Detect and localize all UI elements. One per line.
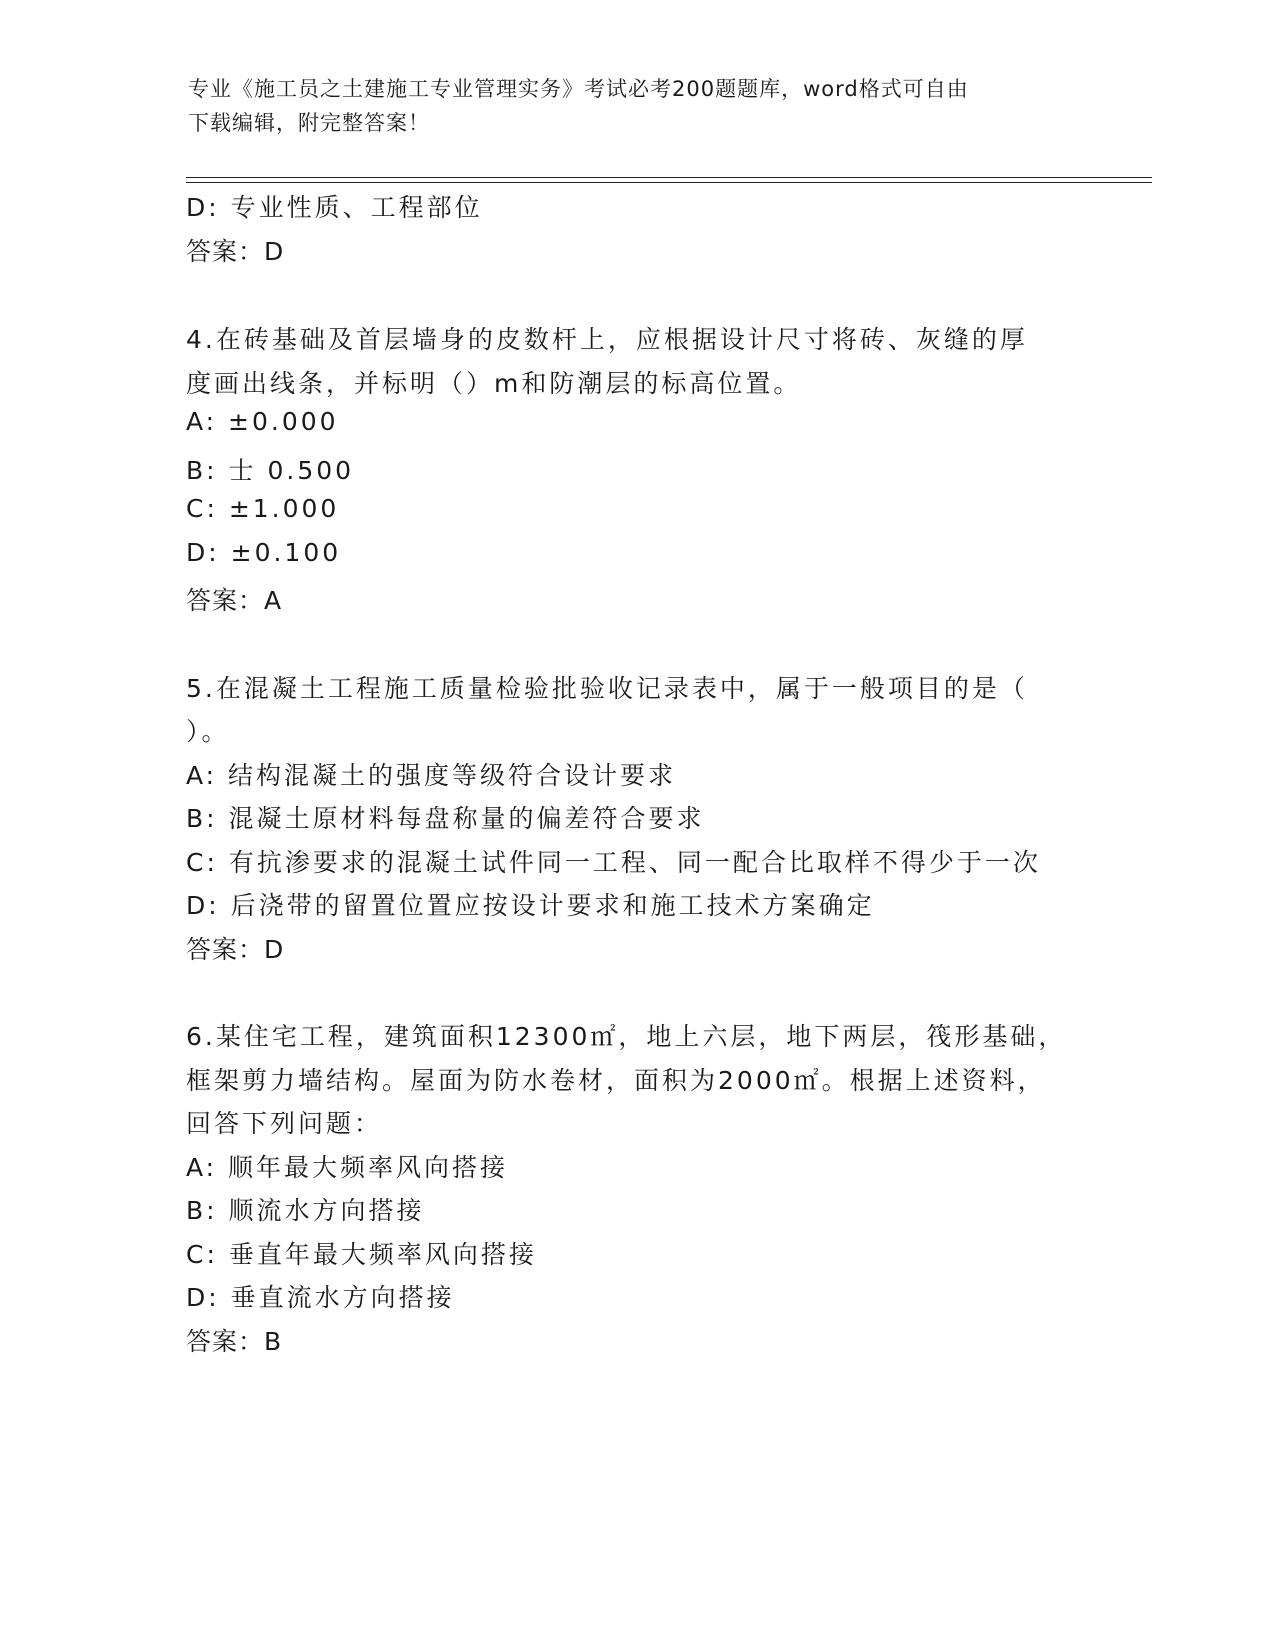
q4-stem-line-2: 度画出线条，并标明（）m和防潮层的标高位置。 [186,369,802,398]
q6-option-a: A: 顺年最大频率风向搭接 [186,1153,509,1182]
prev-option-d: D: 专业性质、工程部位 [186,193,483,222]
q6-option-d: D: 垂直流水方向搭接 [186,1283,455,1312]
header-line-2: 下载编辑，附完整答案！ [188,111,430,135]
q5-option-c: C: 有抗渗要求的混凝土试件同一工程、同一配合比取样不得少于一次 [186,848,1041,877]
q6-stem-line-1: 6.某住宅工程，建筑面积12300㎡，地上六层，地下两层，筏形基础， [186,1022,1067,1051]
q5-option-a: A: 结构混凝土的强度等级符合设计要求 [186,761,677,790]
q5-stem-line-1: 5.在混凝土工程施工质量检验批验收记录表中，属于一般项目的是（ [186,674,1028,703]
q6-stem-line-3: 回答下列问题： [186,1109,383,1138]
q4-option-b: B: 士 0.500 [186,456,355,485]
q6-answer: 答案：B [186,1327,283,1356]
q4-stem-line-1: 4.在砖基础及首层墙身的皮数杆上，应根据设计尺寸将砖、灰缝的厚 [186,325,1028,354]
document-header [188,72,1088,140]
q6-option-c: C: 垂直年最大频率风向搭接 [186,1240,537,1269]
q6-stem-line-2: 框架剪力墙结构。屋面为防水卷材，面积为2000㎡。根据上述资料， [186,1066,1046,1095]
prev-answer: 答案：D [186,237,285,266]
q5-option-b: B: 混凝土原材料每盘称量的偏差符合要求 [186,804,705,833]
q5-stem-line-2: ）。 [186,717,230,746]
q6-option-b: B: 顺流水方向搭接 [186,1196,425,1225]
header-line-1: 专业《施工员之土建施工专业管理实务》考试必考200题题库，word格式可自由 [188,77,969,101]
q4-option-d: D: ±0.100 [186,538,342,567]
q5-option-d: D: 后浇带的留置位置应按设计要求和施工技术方案确定 [186,891,875,920]
header-divider-top [186,177,1152,178]
q4-option-c: C: ±1.000 [186,494,340,523]
q4-option-a: A: ±0.000 [186,407,339,436]
header-divider-bottom [186,182,1152,183]
q5-answer: 答案：D [186,935,285,964]
q4-answer: 答案：A [186,586,283,615]
